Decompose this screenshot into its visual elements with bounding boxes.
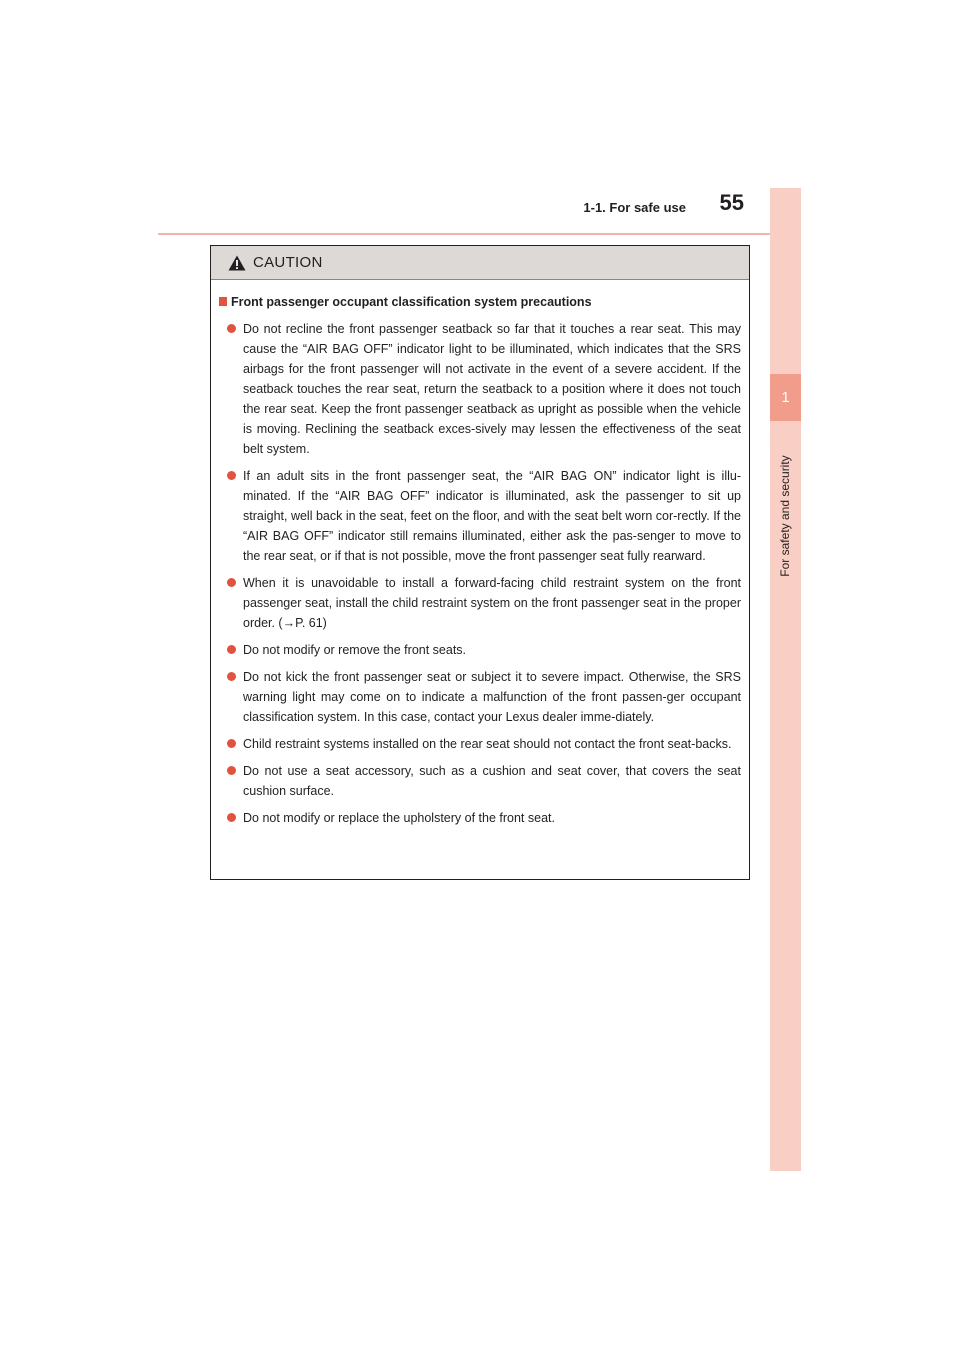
page-number: 55	[719, 190, 744, 215]
list-item-text: Do not recline the front passenger seatback so far that it touches a rear seat. This may cause the “AIR BAG OFF” indicator light to be illuminated, which indicates that the SRS airbags for the front passenger will not activate in the event of a severe accident. If the seatback touches the rear seat, return the seatback to a position where it does not touch the rear seat. Keep the front passenger seatback as upright as possible when the vehicle is moving. Reclining the seatback exces-sively may lessen the effectiveness of the seat belt system.	[243, 322, 741, 456]
caution-title: CAUTION	[253, 254, 323, 271]
caution-box	[210, 245, 750, 880]
header-divider	[158, 233, 800, 235]
list-item	[219, 573, 741, 633]
bullet-dot-icon	[227, 645, 236, 654]
bullet-dot-icon	[227, 324, 236, 333]
list-item	[219, 808, 741, 828]
bullet-dot-icon	[227, 578, 236, 587]
caution-header	[211, 246, 749, 280]
warning-triangle-icon	[228, 255, 246, 271]
caution-content	[211, 280, 749, 828]
list-item-text: If an adult sits in the front passenger seat, the “AIR BAG ON” indicator light is illu-minated. If the “AIR BAG OFF” indicator is illuminated, ask the passenger to sit up straight, well back in the seat, feet on the floor, and with the seat belt worn cor-rectly. If the “AIR BAG OFF” indicator still remains illuminated, either ask the pas-senger to move to the rear seat, or if that is not possible, move the front passenger seat fully rearward.	[243, 469, 741, 563]
chapter-side-tab	[770, 188, 801, 1171]
bullet-dot-icon	[227, 471, 236, 480]
square-bullet-icon	[219, 297, 227, 306]
list-item-text: Do not kick the front passenger seat or subject it to severe impact. Otherwise, the SRS warning light may come on to indicate a malfunction of the front passen-ger occupant classification system. In this case, contact your Lexus dealer imme-diately.	[243, 670, 741, 724]
caution-list	[219, 319, 741, 828]
list-item	[219, 734, 741, 754]
list-item-text: When it is unavoidable to install a forward-facing child restraint system on the front passenger seat, install the child restraint system on the front passenger seat in the proper order. (→P. 61)	[243, 576, 741, 630]
list-item-text: Child restraint systems installed on the rear seat should not contact the front seat-backs.	[243, 737, 732, 751]
list-item	[219, 466, 741, 566]
bullet-dot-icon	[227, 766, 236, 775]
chapter-number: 1	[770, 374, 801, 421]
caution-heading-text: Front passenger occupant classification system precautions	[231, 295, 592, 309]
chapter-label: For safety and security	[778, 455, 792, 577]
bullet-dot-icon	[227, 739, 236, 748]
list-item-text: Do not use a seat accessory, such as a cushion and seat cover, that covers the seat cushion surface.	[243, 764, 741, 798]
bullet-dot-icon	[227, 672, 236, 681]
bullet-dot-icon	[227, 813, 236, 822]
section-title: 1-1. For safe use	[583, 200, 686, 215]
list-item-text: Do not modify or replace the upholstery of the front seat.	[243, 811, 555, 825]
list-item	[219, 319, 741, 459]
list-item	[219, 761, 741, 801]
list-item	[219, 640, 741, 660]
caution-heading	[219, 293, 741, 312]
list-item-text: Do not modify or remove the front seats.	[243, 643, 467, 657]
list-item	[219, 667, 741, 727]
